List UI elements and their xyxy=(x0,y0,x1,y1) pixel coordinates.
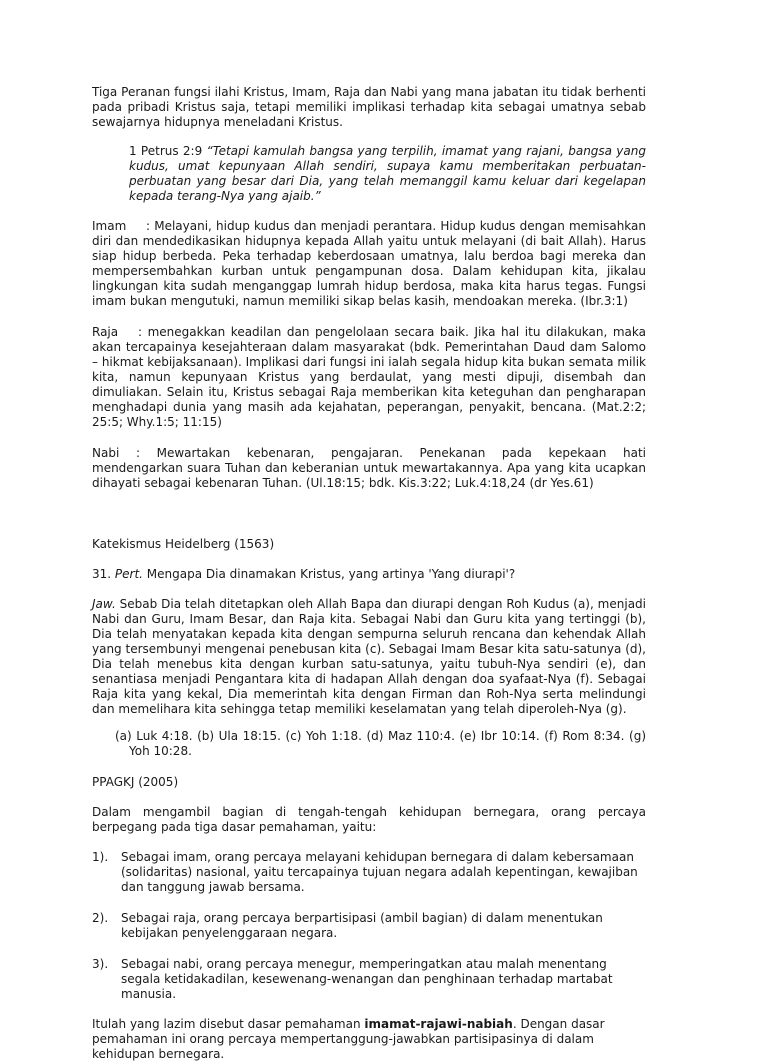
list-text: Sebagai imam, orang percaya melayani kehidupan bernegara di dalam kebersamaan (solidaritas) nasional, yaitu tercapainya tujuan negara adalah kepentingan, kewajiban dan tanggung jawab bersama. xyxy=(121,850,638,894)
list-text: Sebagai nabi, orang percaya menegur, memperingatkan atau malah menentang segala ketidakadilan, kesewenang-wenangan dan penghinaan terhadap martabat manusia. xyxy=(121,957,613,1001)
list-number: 2). xyxy=(92,911,109,925)
list-number: 3). xyxy=(92,957,109,971)
list-item xyxy=(92,911,646,941)
bible-quote xyxy=(129,144,646,204)
ppagkj-title: PPAGKJ (2005) xyxy=(92,775,179,789)
ppagkj-intro: Dalam mengambil bagian di tengah-tengah kehidupan bernegara, orang percaya berpegang pada tiga dasar pemahaman, yaitu: xyxy=(92,805,646,834)
role-raja xyxy=(92,325,646,430)
role-term: Imam xyxy=(92,219,127,233)
heidelberg-answer xyxy=(92,597,646,717)
question-text: Mengapa Dia dinamakan Kristus, yang artinya 'Yang diurapi'? xyxy=(142,567,516,581)
role-text: : Melayani, hidup kudus dan menjadi perantara. Hidup kudus dengan memisahkan diri dan mendedikasikan hidupnya kepada Allah yaitu untuk melayani (di bait Allah). Harus siap hidup berbeda. Peka terhadap keberdosaan umatnya, lalu berdoa bagi mereka dan mempersembahkan kurban untuk pengampunan dosa. Dalam kehidupan kita, jikalau lingkungan kita sudah menganggap lumrah hidup berdosa, maka kita harus tegas. Fungsi imam bukan mengutuki, namun memiliki sikap belas kasih, mendoakan mereka. (Ibr.3:1) xyxy=(92,219,646,308)
list-number: 1). xyxy=(92,850,109,864)
answer-label: Jaw. xyxy=(92,597,116,611)
heidelberg-title: Katekismus Heidelberg (1563) xyxy=(92,537,275,551)
intro-paragraph: Tiga Peranan fungsi ilahi Kristus, Imam, Raja dan Nabi yang mana jabatan itu tidak berhenti pada pribadi Kristus saja, tetapi memiliki implikasi terhadap kita sebagai umatnya sebab sewajarnya hidupnya meneladani Kristus. xyxy=(92,85,646,129)
list-text: Sebagai raja, orang percaya berpartisipasi (ambil bagian) di dalam menentukan kebijakan penyelenggaraan negara. xyxy=(121,911,603,940)
answer-text: Sebab Dia telah ditetapkan oleh Allah Bapa dan diurapi dengan Roh Kudus (a), menjadi Nabi dan Guru, Imam Besar, dan Raja kita. Sebagai Nabi dan Guru kita yang tertinggi (b), Dia telah menyatakan kepada kita dengan sempurna seluruh rencana dan kehendak Allah yang tersembunyi mengenai penebusan kita (c). Sebagai Imam Besar kita satu-satunya (d), Dia telah menebus kita dengan kurban satu-satunya, yaitu tubuh-Nya sendiri (e), dan senantiasa menjadi Pengantara kita di hadapan Allah dengan doa syafaat-Nya (f). Sebagai Raja kita yang kekal, Dia memerintah kita dengan Firman dan Roh-Nya serta melindungi dan memelihara kita sehingga tetap memiliki keselamatan yang telah diperoleh-Nya (g). xyxy=(92,597,646,716)
key-term: imamat-rajawi-nabiah xyxy=(364,1017,513,1031)
role-text: : menegakkan keadilan dan pengelolaan secara baik. Jika hal itu dilakukan, maka akan tercapainya kesejahteraan dalam masyarakat (bdk. Pemerintahan Daud dam Salomo – hikmat kebijaksanaan). Implikasi dari fungsi ini ialah segala hidup kita bukan semata milik kita, namun kepunyaan Kristus yang berdaulat, yang mesti dipuji, disembah dan dimuliakan. Selain itu, Kristus sebagai Raja memberikan kita keteguhan dan pengharapan menghadapi dunia yang masih ada kejahatan, peperangan, penyakit, bencana. (Mat.2:2; 25:5; Why.1:5; 11:15) xyxy=(92,325,646,429)
role-imam xyxy=(92,219,646,309)
quote-text: “Tetapi kamulah bangsa yang terpilih, imamat yang rajani, bangsa yang kudus, umat kepunyaan Allah sendiri, supaya kamu memberitakan perbuatan-perbuatan yang besar dari Dia, yang telah memanggil kamu keluar dari kegelapan kepada terang-Nya yang ajaib.” xyxy=(129,144,646,203)
role-term: Raja xyxy=(92,325,119,339)
role-term: Nabi xyxy=(92,446,120,460)
list-item xyxy=(92,957,646,1002)
document-page xyxy=(92,85,646,1062)
role-text: : Mewartakan kebenaran, pengajaran. Penekanan pada kepekaan hati mendengarkan suara Tuhan dan keberanian untuk mewartakannya. Apa yang kita ucapkan dihayati sebagai kebenaran Tuhan. (Ul.18:15; bdk. Kis.3:22; Luk.4:18,24 (dr Yes.61) xyxy=(92,446,646,490)
heidelberg-question: 31. Pert. Mengapa Dia dinamakan Kristus, yang artinya 'Yang diurapi'? xyxy=(92,567,516,581)
question-label: Pert. xyxy=(114,567,143,581)
heidelberg-footnotes: (a) Luk 4:18. (b) Ula 18:15. (c) Yoh 1:18. (d) Maz 110:4. (e) Ibr 10:14. (f) Rom 8:34. (g) Yoh 10:28. xyxy=(115,729,646,758)
closing-paragraph: Itulah yang lazim disebut dasar pemahaman imamat-rajawi-nabiah. Dengan dasar pemahaman ini orang percaya mempertanggung-jawabkan partisipasinya di dalam kehidupan bernegara. xyxy=(92,1017,605,1061)
list-item xyxy=(92,850,646,895)
quote-reference: 1 Petrus 2:9 xyxy=(129,144,207,158)
role-nabi xyxy=(92,446,646,491)
